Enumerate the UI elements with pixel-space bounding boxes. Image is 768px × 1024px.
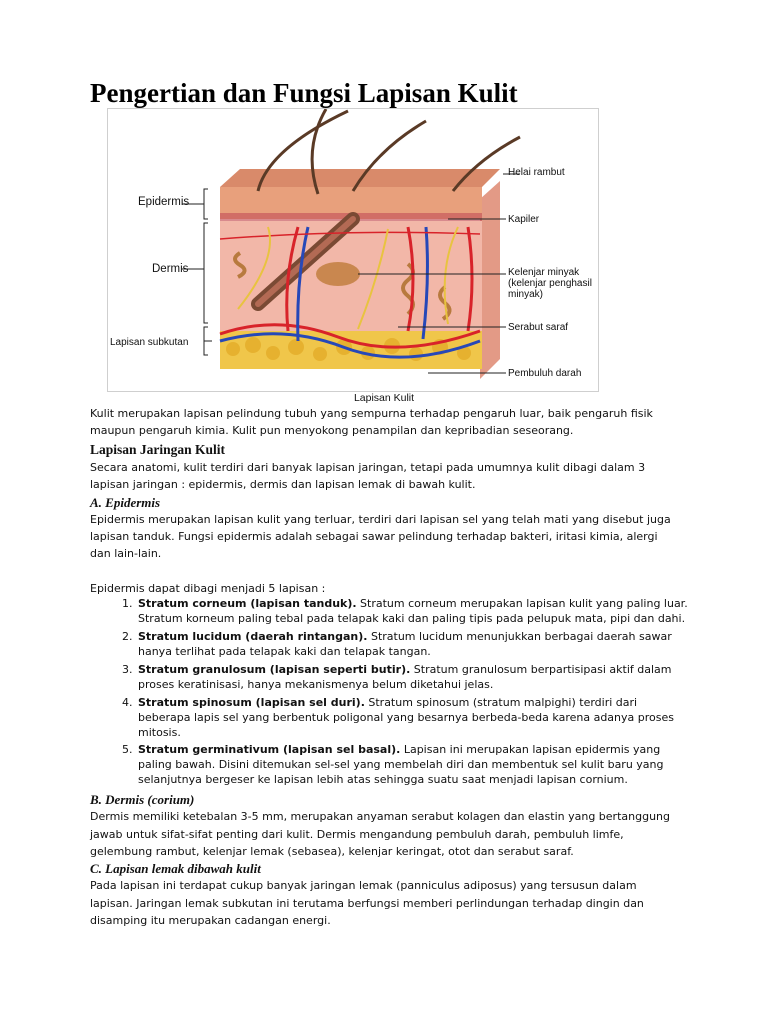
label-subkutan: Lapisan subkutan xyxy=(110,337,189,348)
document-body xyxy=(90,405,690,930)
label-pembuluh-darah: Pembuluh darah xyxy=(508,368,582,379)
lemak-line-2: lapisan. Jaringan lemak subkutan ini terutama berfungsi memberi perlindungan terhadap dingin dan xyxy=(90,896,644,910)
list-item-term: Stratum granulosum (lapisan seperti butir). xyxy=(138,662,411,676)
list-item-term: Stratum germinativum (lapisan sel basal). xyxy=(138,743,401,757)
epidermis-list-intro: Epidermis dapat dibagi menjadi 5 lapisan : xyxy=(90,581,326,595)
list-item xyxy=(136,696,690,741)
heading-epidermis: A. Epidermis xyxy=(90,494,161,510)
list-item-term: Stratum spinosum (lapisan sel duri). xyxy=(138,695,365,709)
label-kapiler: Kapiler xyxy=(508,214,540,225)
list-item xyxy=(136,743,690,788)
skin-layers-figure xyxy=(107,108,599,392)
list-item-desc: Lapisan ini merupakan lapisan epidermis yang paling bawah. Disini ditemukan sel-sel yang membelah diri dan membentuk sel kulit baru yang selanjutnya bergeser ke lapisan lebih atas sehingga suatu saat menjadi lapisan cornium. xyxy=(138,743,664,787)
skin-block-side xyxy=(480,181,500,379)
list-item-term: Stratum lucidum (daerah rintangan). xyxy=(138,630,368,644)
page-title: Pengertian dan Fungsi Lapisan Kulit xyxy=(90,78,518,108)
list-item-desc: Stratum lucidum menunjukkan berbagai daerah sawar hanya terlihat pada telapak kaki dan telapak tangan. xyxy=(138,630,672,658)
label-helai-rambut: Helai rambut xyxy=(508,167,565,178)
dermis-line-2: jawab untuk sifat-sifat penting dari kulit. Dermis mengandung pembuluh darah, pembuluh limfe, xyxy=(90,827,624,841)
epidermis-line-1: Epidermis merupakan lapisan kulit yang terluar, terdiri dari lapisan sel yang telah mati yang disebut juga xyxy=(90,512,671,526)
lemak-line-1: Pada lapisan ini terdapat cukup banyak jaringan lemak (panniculus adiposus) yang tersusun dalam xyxy=(90,879,637,893)
label-kelenjar-minyak-2: (kelenjar penghasil xyxy=(508,278,592,289)
heading-dermis: B. Dermis (corium) xyxy=(90,792,195,808)
list-item xyxy=(136,663,690,693)
list-item-term: Stratum corneum (lapisan tanduk). xyxy=(138,597,357,611)
list-item-desc: Stratum granulosum berpartisipasi aktif dalam proses keratinisasi, hanya mekanismenya belum diketahui jelas. xyxy=(138,662,672,691)
heading-jaringan: Lapisan Jaringan Kulit xyxy=(90,441,226,457)
sebaceous-gland xyxy=(316,262,360,286)
skin-layers-illustration xyxy=(108,109,598,391)
label-epidermis: Epidermis xyxy=(138,196,190,208)
list-item xyxy=(136,630,690,660)
list-item xyxy=(136,597,690,627)
list-item-desc: Stratum spinosum (stratum malpighi) terdiri dari beberapa lapis sel yang berbentuk poligonal yang besarnya berbeda-beda karena adanya proses mitosis. xyxy=(138,695,674,739)
jaringan-line-1: Secara anatomi, kulit terdiri dari banyak lapisan jaringan, tetapi pada umumnya kulit dibagi dalam 3 xyxy=(90,460,646,474)
list-item-desc: Stratum corneum merupakan lapisan kulit yang paling luar. Stratum korneum paling tebal pada telapak kaki dan paling tipis pada pelupuk mata, pipi dan dahi. xyxy=(138,597,688,626)
epidermis-line-2: lapisan tanduk. Fungsi epidermis adalah sebagai sawar pelindung terhadap bakteri, iritasi kimia, alergi xyxy=(90,530,658,544)
figure-caption: Lapisan Kulit xyxy=(353,392,415,404)
label-dermis: Dermis xyxy=(152,263,189,275)
dermis-line-3: gelembung rambut, kelenjar lemak (sebasea), kelenjar keringat, otot dan serabut saraf. xyxy=(90,844,574,858)
dermis-line-1: Dermis memiliki ketebalan 3-5 mm, merupakan anyaman serabut kolagen dan elastin yang bertanggung xyxy=(90,810,670,824)
label-kelenjar-minyak-1: Kelenjar minyak xyxy=(508,267,580,278)
heading-lemak: C. Lapisan lemak dibawah kulit xyxy=(90,861,261,877)
intro-line-2: maupun pengaruh kimia. Kulit pun menyokong penampilan dan kepribadian seseorang. xyxy=(90,424,574,438)
epidermis-layer-list xyxy=(90,597,690,788)
epidermis-line-3: dan lain-lain. xyxy=(90,547,162,561)
label-kelenjar-minyak-3: minyak) xyxy=(508,289,544,300)
intro-line-1: Kulit merupakan lapisan pelindung tubuh yang sempurna terhadap pengaruh luar, baik pengaruh fisik xyxy=(90,407,653,420)
lemak-line-3: disamping itu merupakan cadangan energi. xyxy=(90,914,331,928)
paragraph-spacer xyxy=(90,563,690,580)
label-serabut-saraf: Serabut saraf xyxy=(508,322,569,333)
jaringan-line-2: lapisan jaringan : epidermis, dermis dan lapisan lemak di bawah kulit. xyxy=(90,478,476,492)
